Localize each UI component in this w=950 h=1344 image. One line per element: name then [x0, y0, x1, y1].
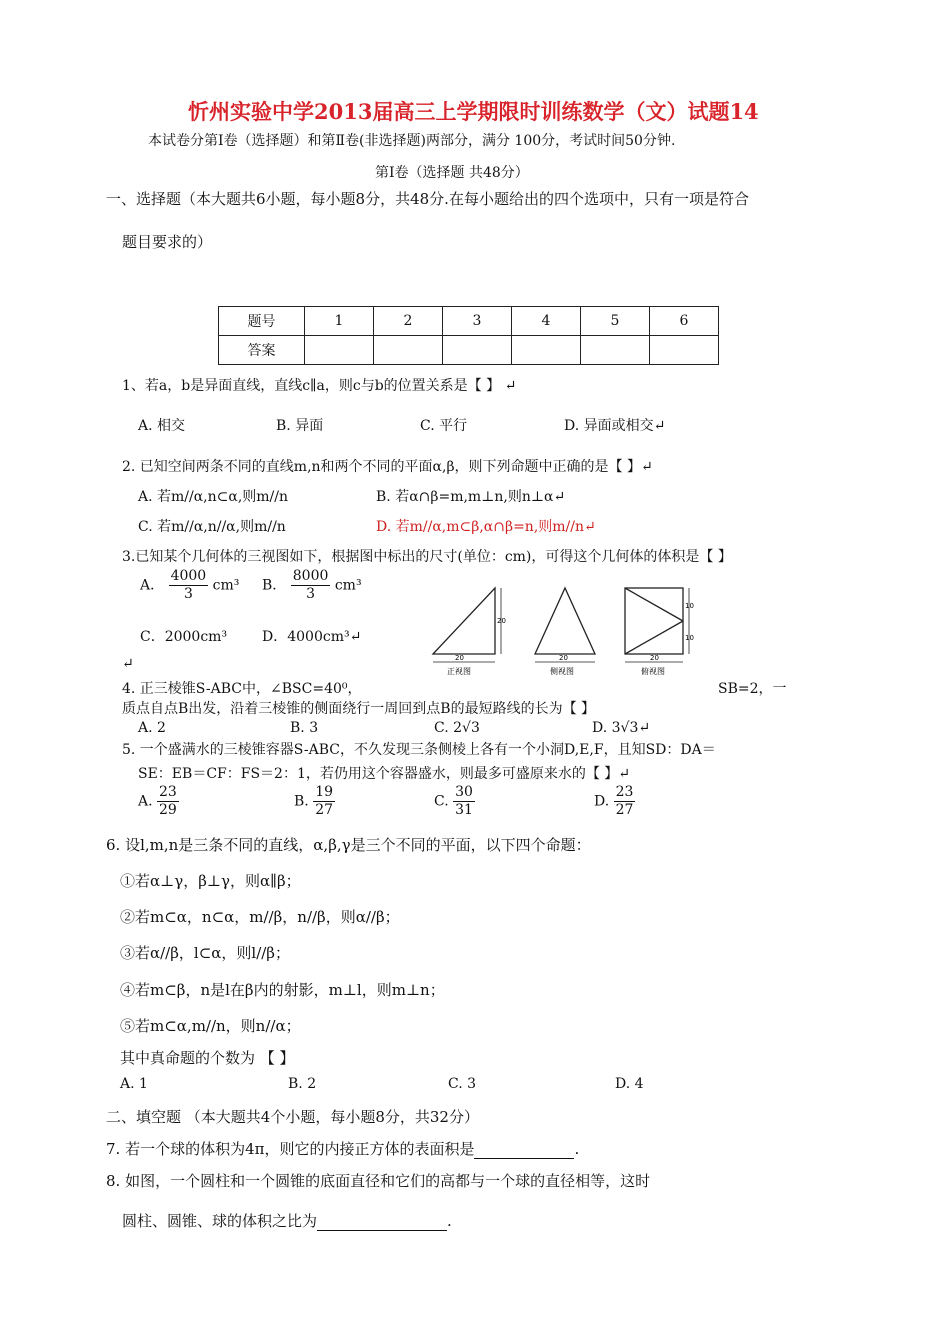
fraction-denominator: 31: [455, 802, 473, 818]
q6-item-2: ②若m⊂α，n⊂α，m//β，n//β，则α//β；: [120, 908, 400, 926]
answer-table-header-row: [219, 307, 719, 336]
q3-option-b-fraction: [291, 568, 331, 603]
top-width-dim: 20: [650, 654, 659, 662]
fraction-numerator: 23: [159, 784, 177, 800]
front-width-dim: 20: [455, 654, 464, 662]
option-fraction: [453, 784, 475, 819]
fraction-numerator: 30: [455, 784, 473, 800]
q3-option-c: C．2000cm³: [140, 629, 228, 645]
option-label: C.: [434, 793, 449, 810]
answer-cell[interactable]: [581, 336, 650, 365]
q3-option-a: [140, 568, 239, 603]
fraction-numerator: 19: [315, 784, 334, 800]
q1-option-d: D. 异面或相交↵: [564, 418, 666, 434]
three-view-figure: [425, 578, 715, 680]
exam-intro: 本试卷分第Ⅰ卷（选择题）和第Ⅱ卷(非选择题)两部分，满分 100分，考试时间50分钟.: [148, 133, 676, 149]
fraction-numerator: 23: [615, 784, 634, 800]
front-height-dim: 20: [497, 617, 506, 625]
section1-line1: 一、选择题（本大题共6小题，每小题8分，共48分.在每小题给出的四个选项中，只有一项是符合: [106, 190, 749, 208]
q3-option-b-label: B．: [262, 577, 287, 594]
front-view: [433, 588, 506, 676]
answer-cell[interactable]: [512, 336, 581, 365]
q2-option-a: A. 若m//α,n⊂α,则m//n: [138, 489, 289, 505]
option-fraction: [614, 784, 636, 819]
q5-option-c: [434, 784, 475, 819]
q7: [106, 1138, 579, 1159]
table-cell: 1: [305, 307, 374, 336]
q3-return-mark: ↵: [122, 656, 134, 672]
table-cell: 2: [374, 307, 443, 336]
top-upper-dim: 10: [685, 602, 694, 610]
q1-stem: 1、若a，b是异面直线，直线c∥a，则c与b的位置关系是【 】 ↵: [122, 378, 517, 394]
table-cell: 5: [581, 307, 650, 336]
q5-line2: SE：EB＝CF：FS＝2：1，若仍用这个容器盛水，则最多可盛原来水的【 】↵: [138, 766, 631, 782]
q1-option-b: B. 异面: [276, 418, 324, 434]
fraction-numerator: 8000: [292, 568, 329, 584]
q3-option-a-fraction: [169, 568, 209, 603]
q8-answer-blank[interactable]: [317, 1212, 447, 1231]
top-view-label: 俯视图: [641, 667, 665, 676]
table-cell: 答案: [219, 336, 305, 365]
option-fraction: [157, 784, 179, 819]
q8-line2: [122, 1210, 452, 1231]
fraction-denominator: 27: [315, 802, 334, 818]
q2-option-c: C. 若m//α,n//α,则m//n: [138, 519, 286, 535]
q6-item-3: ③若α//β，l⊂α，则l//β；: [120, 944, 290, 962]
q1-option-a: A. 相交: [138, 418, 186, 434]
answer-cell[interactable]: [374, 336, 443, 365]
q4-option-b: B. 3: [290, 720, 319, 736]
table-cell: 6: [650, 307, 719, 336]
q4-line1: 4. 正三棱锥S-ABC中，∠BSC=40⁰，: [122, 681, 362, 697]
q4-line2: 质点自点B出发，沿着三棱锥的侧面绕行一周回到点B的最短路线的长为【 】: [122, 701, 596, 717]
q8-line1: 8. 如图，一个圆柱和一个圆锥的底面直径和它们的高都与一个球的直径相等，这时: [106, 1172, 651, 1190]
option-fraction: [313, 784, 335, 819]
q1-option-c: C. 平行: [420, 418, 468, 434]
q4-line1-right: SB=2，一: [718, 681, 787, 697]
table-cell: 3: [443, 307, 512, 336]
table-cell: 4: [512, 307, 581, 336]
unit: cm³: [212, 577, 240, 594]
page-title: 忻州实验中学2013届高三上学期限时训练数学（文）试题14: [188, 99, 759, 124]
q6-question: 其中真命题的个数为 【 】: [120, 1049, 295, 1067]
unit: cm³: [334, 577, 362, 594]
top-view: [625, 588, 694, 676]
option-label: D.: [594, 793, 610, 810]
fraction-denominator: 27: [615, 802, 634, 818]
table-cell: 题号: [219, 307, 305, 336]
q7-text: 7. 若一个球的体积为4π，则它的内接正方体的表面积是: [106, 1140, 475, 1158]
q6-option-d: D. 4: [615, 1076, 644, 1092]
q4-option-d: D. 3√3↵: [592, 720, 651, 736]
option-label: B.: [294, 793, 309, 810]
q3-stem: 3.已知某个几何体的三视图如下，根据图中标出的尺寸(单位：cm)，可得这个几何体的体积是【 】: [122, 549, 732, 565]
part1-heading: 第Ⅰ卷（选择题 共48分）: [375, 165, 529, 181]
option-label: A.: [138, 793, 153, 810]
front-view-label: 正视图: [447, 667, 471, 676]
q5-option-d: [594, 784, 635, 819]
answer-table-answer-row: [219, 336, 719, 365]
fraction-denominator: 3: [183, 586, 193, 602]
q5-line1: 5. 一个盛满水的三棱锥容器S-ABC，不久发现三条侧棱上各有一个小洞D,E,F，且知SD：DA＝: [122, 742, 716, 758]
q4-option-c: C. 2√3: [434, 720, 480, 736]
answer-table: [218, 306, 719, 365]
q6-item-5: ⑤若m⊂α,m//n，则n//α；: [120, 1017, 301, 1035]
q5-option-b: [294, 784, 335, 819]
side-width-dim: 20: [559, 654, 568, 662]
q8-text: 圆柱、圆锥、球的体积之比为: [122, 1212, 318, 1230]
q2-stem: 2. 已知空间两条不同的直线m,n和两个不同的平面α,β，则下列命题中正确的是【 】↵: [122, 459, 653, 475]
q8-end: .: [447, 1212, 452, 1230]
q3-option-a-label: A．: [140, 577, 165, 594]
fraction-denominator: 3: [306, 586, 316, 602]
q5-option-a: [138, 784, 179, 819]
q7-end: .: [574, 1140, 580, 1158]
q6-item-1: ①若α⊥γ，β⊥γ，则α∥β；: [120, 872, 301, 890]
q6-option-c: C. 3: [448, 1076, 477, 1092]
answer-cell[interactable]: [650, 336, 719, 365]
top-lower-dim: 10: [685, 634, 694, 642]
q6-stem: 6. 设l,m,n是三条不同的直线，α,β,γ是三个不同的平面，以下四个命题：: [106, 836, 591, 854]
q2-option-d: D. 若m//α,m⊂β,α∩β=n,则m//n↵: [376, 519, 596, 535]
side-view: [535, 588, 595, 676]
q2-option-b: B. 若α∩β=m,m⊥n,则n⊥α↵: [376, 489, 566, 505]
q4-option-a: A. 2: [138, 720, 166, 736]
q3-option-d: D．4000cm³↵: [262, 629, 362, 645]
answer-cell[interactable]: [443, 336, 512, 365]
q6-option-a: A. 1: [120, 1076, 148, 1092]
section1-line2: 题目要求的）: [122, 233, 213, 251]
fraction-numerator: 4000: [170, 568, 207, 584]
q6-option-b: B. 2: [288, 1076, 317, 1092]
side-view-label: 侧视图: [550, 667, 574, 676]
fraction-denominator: 29: [159, 802, 177, 818]
q6-item-4: ④若m⊂β，n是l在β内的射影，m⊥l，则m⊥n；: [120, 981, 445, 999]
section2-heading: 二、填空题 （本大题共4个小题，每小题8分，共32分）: [106, 1108, 479, 1126]
q3-option-b: [262, 568, 362, 603]
q7-answer-blank[interactable]: [474, 1140, 574, 1159]
answer-cell[interactable]: [305, 336, 374, 365]
